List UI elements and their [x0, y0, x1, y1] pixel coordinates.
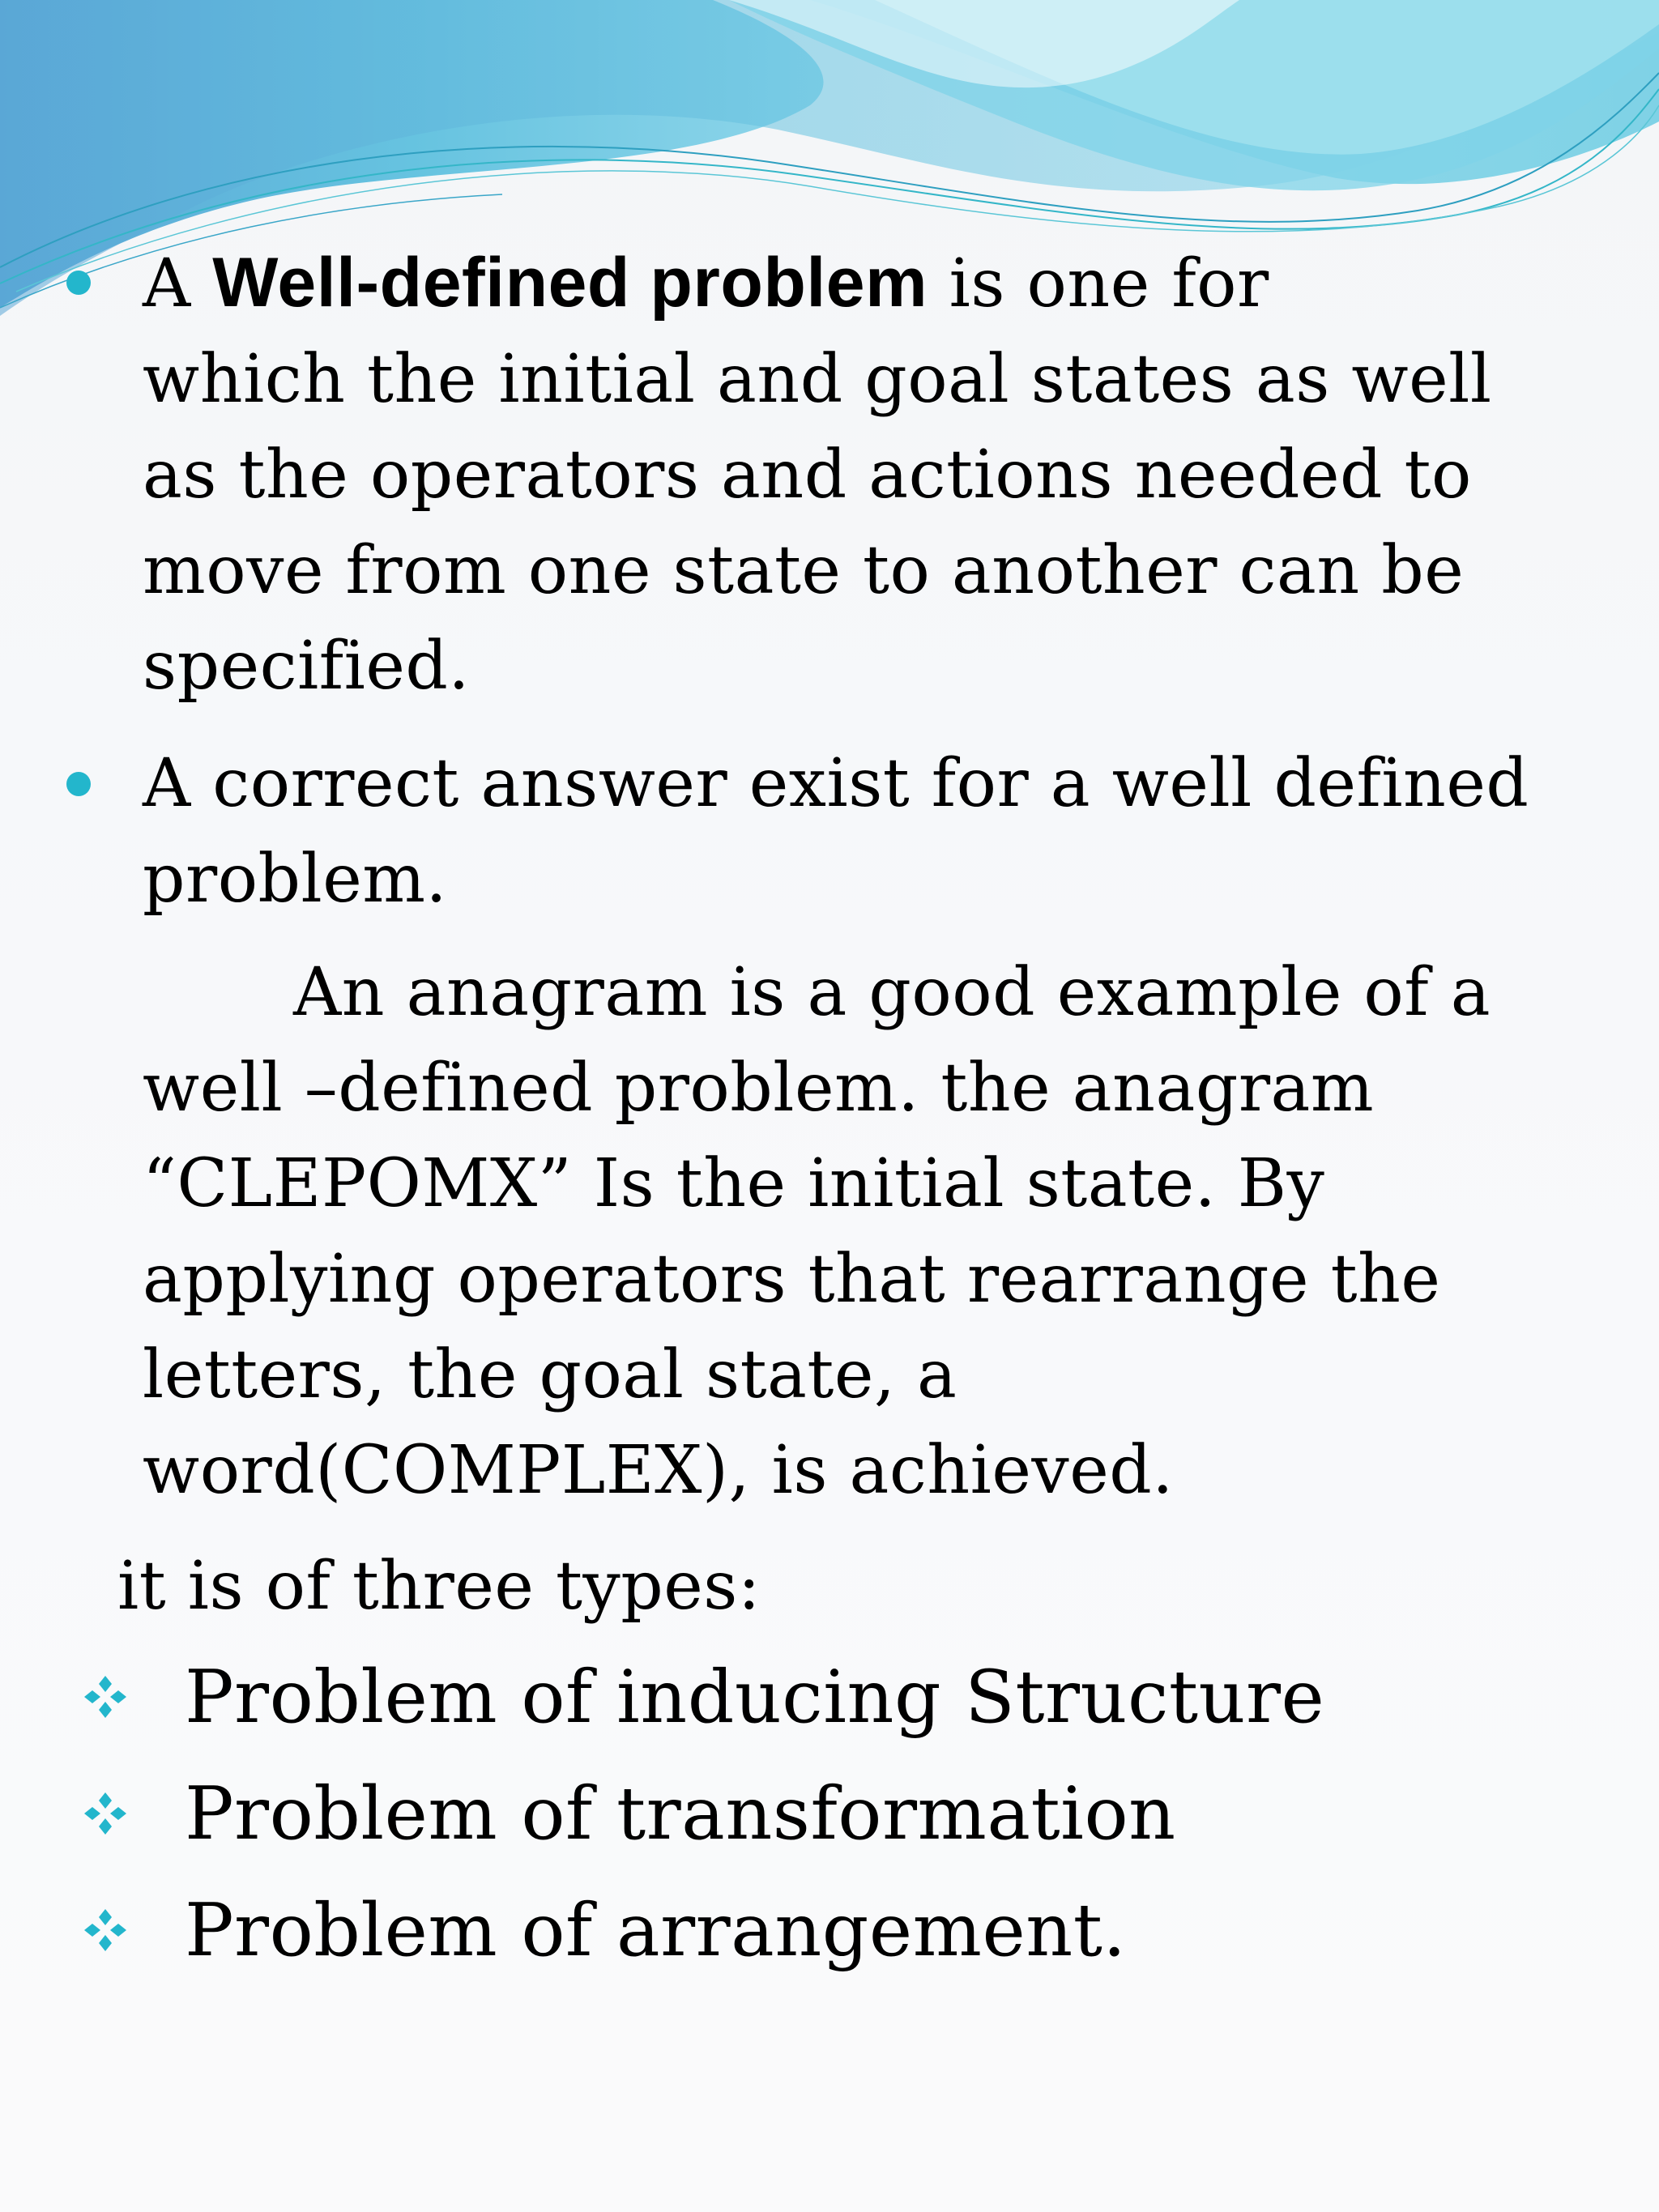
- four-diamond-icon: [83, 1674, 128, 1720]
- definition-line: [143, 235, 1536, 332]
- correct-answer-paragraph: [143, 736, 1568, 927]
- bullet-dot-icon: [66, 772, 91, 796]
- definition-line-4: move from one state to another can be: [143, 532, 1465, 609]
- definition-prefix: A: [143, 245, 213, 322]
- correct-answer-line-1: A correct answer exist for a well defined: [143, 745, 1529, 822]
- anagram-line-1: An anagram is a good example of a: [293, 954, 1491, 1031]
- four-diamond-icon: [83, 1907, 128, 1953]
- definition-line-5: specified.: [143, 628, 470, 705]
- definition-line-2: which the initial and goal states as well: [143, 341, 1492, 418]
- type-item-1: Problem of inducing Structure: [185, 1655, 1325, 1740]
- correct-answer-line-2: problem.: [143, 841, 448, 918]
- anagram-line-4: applying operators that rearrange the: [143, 1241, 1441, 1318]
- bullet-dot-icon: [66, 271, 91, 295]
- anagram-line-5: letters, the goal state, a: [143, 1336, 957, 1413]
- four-diamond-icon: [83, 1791, 128, 1836]
- anagram-line-6: word(COMPLEX), is achieved.: [143, 1432, 1174, 1509]
- definition-paragraph: [143, 235, 1536, 714]
- type-item-3: Problem of arrangement.: [185, 1888, 1127, 1973]
- definition-term: Well-defined problem: [212, 244, 928, 322]
- anagram-line-3: “CLEPOMX” Is the initial state. By: [143, 1145, 1325, 1222]
- anagram-line-2: well –defined problem. the anagram: [143, 1050, 1375, 1127]
- definition-line-1: is one for: [928, 245, 1269, 322]
- definition-line-3: as the operators and actions needed to: [143, 437, 1472, 514]
- type-item-2: Problem of transformation: [185, 1771, 1176, 1856]
- anagram-example-paragraph: [143, 945, 1568, 1519]
- types-intro: it is of three types:: [117, 1548, 761, 1625]
